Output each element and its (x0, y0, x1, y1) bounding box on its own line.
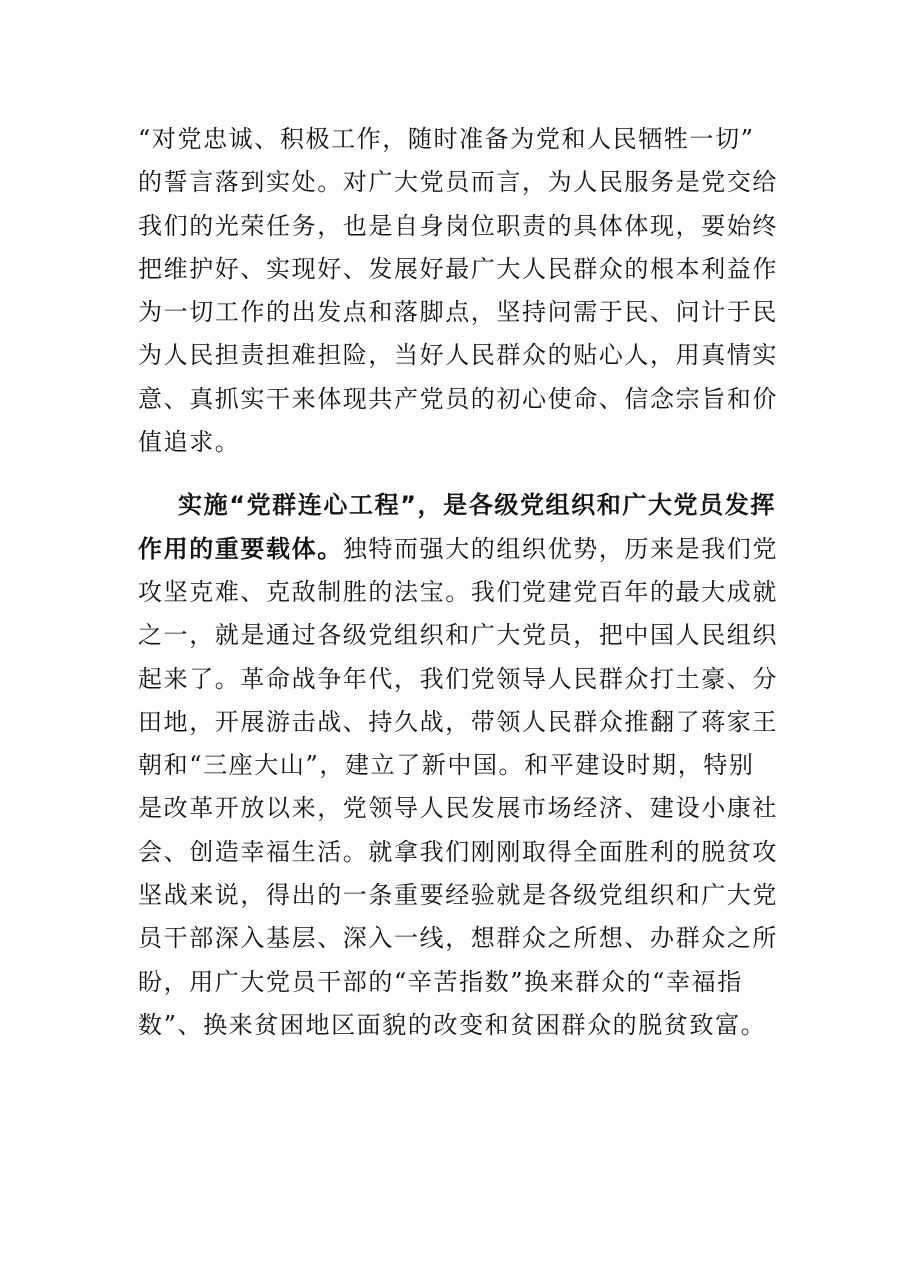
text-line: 我们的光荣任务，也是自身岗位职责的具体体现，要始终 (138, 211, 778, 240)
text-line: “对党忠诚、积极工作，随时准备为党和人民牺牲一切” (138, 125, 755, 153)
text-line: 意、真抓实干来体现共产党员的初心使命、信念宗旨和价 (138, 384, 778, 413)
paragraph-gap (138, 464, 778, 484)
text-line: 值追求。 (138, 428, 241, 457)
text-line: 员干部深入基层、深入一线，想群众之所想、办群众之所 (138, 924, 778, 953)
text-line: 的誓言落到实处。对广大党员而言，为人民服务是党交给 (138, 168, 778, 197)
text-line: 数”、换来贫困地区面貌的改变和贫困群众的脱贫致富。 (138, 1010, 767, 1039)
text-line: 之一，就是通过各级党组织和广大党员，把中国人民组织 (138, 621, 778, 650)
heading-sentence-end: 作用的重要载体。 (138, 534, 343, 563)
paragraph-1 (138, 118, 778, 464)
text-line: 朝和“三座大山”，建立了新中国。和平建设时期，特别 (138, 751, 755, 780)
text-line: 为一切工作的出发点和落脚点，坚持问需于民、问计于民 (138, 298, 778, 327)
text-line (138, 528, 778, 571)
text-line: 坚战来说，得出的一条重要经验就是各级党组织和广大党 (138, 881, 778, 910)
text-line: 攻坚克难、克敌制胜的法宝。我们党建党百年的最大成就 (138, 577, 778, 606)
document-body (138, 118, 778, 1047)
text-line-continuation: 独特而强大的组织优势，历来是我们党 (342, 534, 779, 563)
text-line: 为人民担责担难担险，当好人民群众的贴心人，用真情实 (138, 341, 778, 370)
heading-sentence-line: 实施“党群连心工程”，是各级党组织和广大党员发挥 (178, 491, 776, 520)
paragraph-2 (138, 484, 778, 1047)
text-line: 起来了。革命战争年代，我们党领导人民群众打土豪、分 (138, 664, 778, 693)
text-line: 盼，用广大党员干部的“辛苦指数”换来群众的“幸福指 (138, 967, 743, 996)
text-line: 田地，开展游击战、持久战，带领人民群众推翻了蒋家王 (138, 707, 778, 736)
text-line: 是改革开放以来，党领导人民发展市场经济、建设小康社 (138, 794, 778, 823)
text-line: 会、创造幸福生活。就拿我们刚刚取得全面胜利的脱贫攻 (138, 837, 778, 866)
text-line: 把维护好、实现好、发展好最广大人民群众的根本利益作 (138, 254, 778, 283)
